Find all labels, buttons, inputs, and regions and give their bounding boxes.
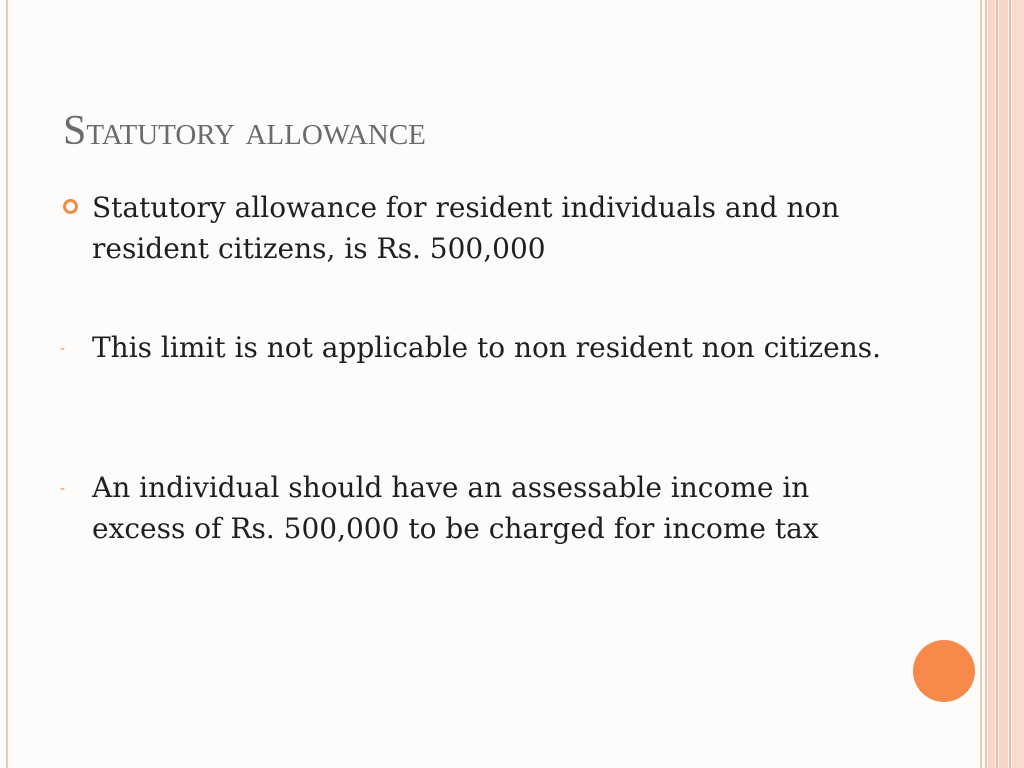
circle-bullet-icon: [63, 199, 78, 214]
bullet-text: Statutory allowance for resident individuals and non resident citizens, is Rs. 500,000: [92, 191, 840, 265]
decorative-stripe: [999, 0, 1008, 768]
decorative-stripe: [985, 0, 987, 768]
decorative-stripe: [1012, 0, 1024, 768]
decorative-stripe: [988, 0, 995, 768]
dash-bullet-icon: -: [60, 341, 66, 357]
decorative-stripe: [980, 0, 982, 768]
bullet-text: An individual should have an assessable income in excess of Rs. 500,000 to be charged for income tax: [92, 471, 819, 545]
decorative-circle: [913, 640, 975, 702]
dash-bullet-icon: -: [60, 481, 66, 497]
decorative-stripe: [996, 0, 998, 768]
bullet-text: This limit is not applicable to non resident non citizens.: [92, 331, 882, 364]
decorative-stripe: [1009, 0, 1011, 768]
slide-title: Statutory allowance: [63, 108, 426, 154]
left-border-line: [6, 0, 8, 768]
